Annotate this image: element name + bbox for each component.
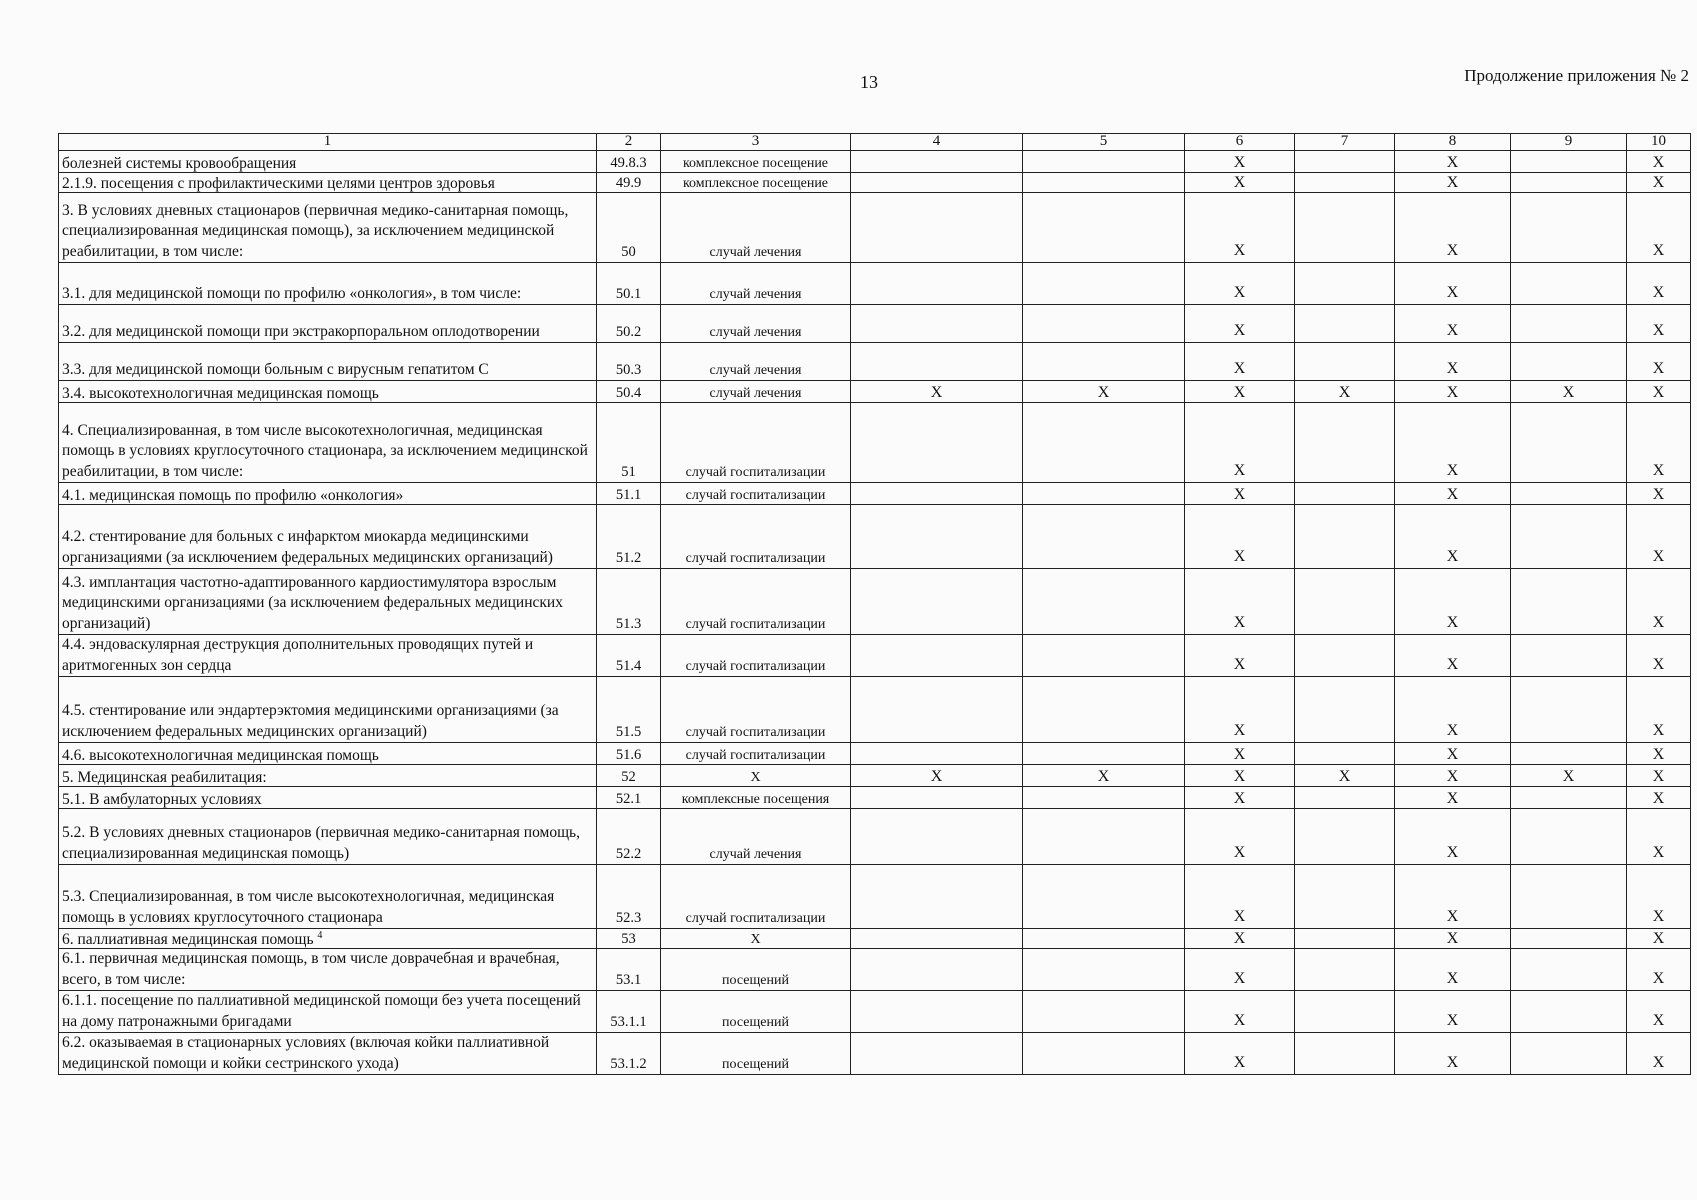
row-name [59, 482, 597, 504]
row-name-text: 5.1. В амбулаторных условиях [62, 790, 262, 808]
cell-col-4 [851, 786, 1023, 808]
row-code: 51.2 [597, 504, 661, 568]
cell-col-7 [1295, 192, 1395, 262]
cell-col-7 [1295, 928, 1395, 948]
row-name-text: 4. Специализированная, в том числе высокотехнологичная, медицинская помощь в условиях круглосуточного стационара, за исключением медицинской реабилитации, в том числе: [62, 422, 588, 480]
cell-col-10: X [1627, 808, 1691, 864]
cell-col-6: X [1185, 380, 1295, 402]
cell-col-8: X [1395, 808, 1511, 864]
cell-col-8: X [1395, 568, 1511, 634]
cell-col-4 [851, 634, 1023, 676]
cell-col-6: X [1185, 786, 1295, 808]
cell-col-9 [1511, 504, 1627, 568]
cell-col-4 [851, 742, 1023, 764]
row-name-text: 3.2. для медицинской помощи при экстракорпоральном оплодотворении [62, 322, 540, 340]
cell-col-6: X [1185, 504, 1295, 568]
table-row [59, 864, 1691, 928]
cell-col-8: X [1395, 192, 1511, 262]
cell-col-5 [1023, 786, 1185, 808]
cell-col-6: X [1185, 864, 1295, 928]
table-row [59, 192, 1691, 262]
cell-col-5 [1023, 504, 1185, 568]
row-code: 52.3 [597, 864, 661, 928]
row-name-text: 4.5. стентирование или эндартерэктомия медицинскими организациями (за исключением федеральных медицинских организаций) [62, 702, 559, 740]
column-number-9: 9 [1511, 134, 1627, 151]
row-unit: случай лечения [661, 380, 851, 402]
row-name [59, 808, 597, 864]
cell-col-5 [1023, 402, 1185, 482]
cell-col-6: X [1185, 482, 1295, 504]
cell-col-5 [1023, 928, 1185, 948]
cell-col-5 [1023, 342, 1185, 380]
cell-col-10: X [1627, 928, 1691, 948]
row-code: 50.1 [597, 262, 661, 304]
row-name-text: 4.3. имплантация частотно-адаптированного кардиостимулятора взрослым медицинскими организациями (за исключением федеральных медицинских организаций) [62, 574, 563, 632]
cell-col-4 [851, 304, 1023, 342]
cell-col-9 [1511, 676, 1627, 742]
cell-col-10: X [1627, 342, 1691, 380]
row-unit: случай лечения [661, 192, 851, 262]
cell-col-8: X [1395, 786, 1511, 808]
cell-col-8: X [1395, 742, 1511, 764]
cell-col-5 [1023, 634, 1185, 676]
cell-col-7 [1295, 948, 1395, 990]
cell-col-9 [1511, 742, 1627, 764]
cell-col-8: X [1395, 172, 1511, 192]
row-code: 50 [597, 192, 661, 262]
row-name [59, 402, 597, 482]
cell-col-6: X [1185, 808, 1295, 864]
row-name [59, 990, 597, 1032]
cell-col-8: X [1395, 482, 1511, 504]
cell-col-10: X [1627, 172, 1691, 192]
cell-col-8: X [1395, 262, 1511, 304]
row-name-text: 3. В условиях дневных стационаров (первичная медико-санитарная помощь, специализированная медицинская помощь), за исключением медицинской реабилитации, в том числе: [62, 202, 569, 260]
row-name-text: 3.1. для медицинской помощи по профилю «онкология», в том числе: [62, 284, 522, 302]
row-name [59, 504, 597, 568]
cell-col-6: X [1185, 1032, 1295, 1074]
cell-col-5 [1023, 808, 1185, 864]
cell-col-4 [851, 676, 1023, 742]
cell-col-9 [1511, 808, 1627, 864]
row-unit: X [661, 764, 851, 786]
cell-col-8: X [1395, 304, 1511, 342]
cell-col-5 [1023, 990, 1185, 1032]
row-code: 50.3 [597, 342, 661, 380]
row-unit: случай лечения [661, 808, 851, 864]
row-unit: комплексное посещение [661, 172, 851, 192]
row-code: 51.3 [597, 568, 661, 634]
row-code: 52.1 [597, 786, 661, 808]
cell-col-9: X [1511, 380, 1627, 402]
cell-col-7 [1295, 150, 1395, 172]
row-name [59, 172, 597, 192]
row-unit: случай лечения [661, 304, 851, 342]
cell-col-10: X [1627, 482, 1691, 504]
cell-col-6: X [1185, 342, 1295, 380]
cell-col-7 [1295, 342, 1395, 380]
cell-col-8: X [1395, 676, 1511, 742]
cell-col-9: X [1511, 764, 1627, 786]
table-row [59, 568, 1691, 634]
cell-col-9 [1511, 568, 1627, 634]
cell-col-7 [1295, 676, 1395, 742]
row-unit: посещений [661, 948, 851, 990]
cell-col-5 [1023, 150, 1185, 172]
cell-col-10: X [1627, 1032, 1691, 1074]
cell-col-5 [1023, 262, 1185, 304]
row-name [59, 192, 597, 262]
table-row [59, 764, 1691, 786]
cell-col-5 [1023, 482, 1185, 504]
cell-col-4 [851, 990, 1023, 1032]
row-unit: посещений [661, 990, 851, 1032]
cell-col-10: X [1627, 786, 1691, 808]
cell-col-10: X [1627, 192, 1691, 262]
cell-col-7 [1295, 1032, 1395, 1074]
table-row [59, 990, 1691, 1032]
cell-col-7 [1295, 172, 1395, 192]
cell-col-10: X [1627, 864, 1691, 928]
column-number-4: 4 [851, 134, 1023, 151]
cell-col-4: X [851, 764, 1023, 786]
table-row [59, 342, 1691, 380]
row-name [59, 948, 597, 990]
cell-col-9 [1511, 482, 1627, 504]
row-name-text: 5. Медицинская реабилитация: [62, 768, 267, 786]
row-code: 51 [597, 402, 661, 482]
cell-col-10: X [1627, 990, 1691, 1032]
row-code: 49.8.3 [597, 150, 661, 172]
row-name [59, 342, 597, 380]
cell-col-7 [1295, 786, 1395, 808]
row-name-text: болезней системы кровообращения [62, 154, 297, 172]
cell-col-4: X [851, 380, 1023, 402]
cell-col-10: X [1627, 568, 1691, 634]
cell-col-8: X [1395, 504, 1511, 568]
row-code: 53.1.1 [597, 990, 661, 1032]
cell-col-6: X [1185, 676, 1295, 742]
cell-col-6: X [1185, 928, 1295, 948]
cell-col-5: X [1023, 764, 1185, 786]
cell-col-9 [1511, 786, 1627, 808]
table-row [59, 304, 1691, 342]
cell-col-7 [1295, 304, 1395, 342]
cell-col-8: X [1395, 764, 1511, 786]
cell-col-9 [1511, 864, 1627, 928]
cell-col-4 [851, 948, 1023, 990]
row-unit: случай госпитализации [661, 568, 851, 634]
table-row [59, 482, 1691, 504]
cell-col-7 [1295, 864, 1395, 928]
cell-col-9 [1511, 150, 1627, 172]
column-number-3: 3 [661, 134, 851, 151]
row-unit: X [661, 928, 851, 948]
cell-col-9 [1511, 172, 1627, 192]
cell-col-6: X [1185, 262, 1295, 304]
cell-col-8: X [1395, 402, 1511, 482]
cell-col-10: X [1627, 742, 1691, 764]
table-row [59, 380, 1691, 402]
row-code: 50.4 [597, 380, 661, 402]
row-unit: случай лечения [661, 262, 851, 304]
cell-col-4 [851, 172, 1023, 192]
row-name [59, 380, 597, 402]
row-unit: случай лечения [661, 342, 851, 380]
table-row [59, 786, 1691, 808]
cell-col-7 [1295, 568, 1395, 634]
column-number-row [59, 134, 1691, 151]
column-number-6: 6 [1185, 134, 1295, 151]
cell-col-9 [1511, 262, 1627, 304]
row-unit: случай госпитализации [661, 504, 851, 568]
table-row [59, 1032, 1691, 1074]
column-number-8: 8 [1395, 134, 1511, 151]
row-unit: посещений [661, 1032, 851, 1074]
footnote-marker: 4 [317, 929, 323, 941]
row-name-text: 4.6. высокотехнологичная медицинская помощь [62, 746, 379, 764]
cell-col-6: X [1185, 150, 1295, 172]
cell-col-10: X [1627, 676, 1691, 742]
data-table [58, 133, 1691, 1075]
cell-col-5 [1023, 172, 1185, 192]
column-number-7: 7 [1295, 134, 1395, 151]
table-row [59, 742, 1691, 764]
cell-col-8: X [1395, 634, 1511, 676]
cell-col-8: X [1395, 150, 1511, 172]
cell-col-6: X [1185, 568, 1295, 634]
row-name [59, 928, 597, 948]
table-row [59, 808, 1691, 864]
row-name-text: 2.1.9. посещения с профилактическими целями центров здоровья [62, 174, 495, 192]
cell-col-8: X [1395, 1032, 1511, 1074]
cell-col-9 [1511, 402, 1627, 482]
row-unit: случай госпитализации [661, 402, 851, 482]
cell-col-10: X [1627, 262, 1691, 304]
row-name-text: 4.2. стентирование для больных с инфарктом миокарда медицинскими организациями (за исключением федеральных медицинских организаций) [62, 528, 553, 566]
cell-col-7: X [1295, 764, 1395, 786]
column-number-2: 2 [597, 134, 661, 151]
cell-col-6: X [1185, 304, 1295, 342]
cell-col-10: X [1627, 402, 1691, 482]
row-name-text: 6.1. первичная медицинская помощь, в том числе доврачебная и врачебная, всего, в том числе: [62, 950, 560, 988]
row-name [59, 676, 597, 742]
table-row [59, 948, 1691, 990]
column-number-5: 5 [1023, 134, 1185, 151]
cell-col-5 [1023, 568, 1185, 634]
row-code: 52 [597, 764, 661, 786]
cell-col-5 [1023, 192, 1185, 262]
row-unit: случай госпитализации [661, 676, 851, 742]
continuation-label: Продолжение приложения № 2 [1464, 66, 1689, 85]
cell-col-4 [851, 150, 1023, 172]
cell-col-9 [1511, 1032, 1627, 1074]
row-code: 50.2 [597, 304, 661, 342]
cell-col-10: X [1627, 380, 1691, 402]
cell-col-5 [1023, 1032, 1185, 1074]
row-name [59, 150, 597, 172]
row-name [59, 634, 597, 676]
page-number: 13 [860, 72, 878, 92]
cell-col-8: X [1395, 990, 1511, 1032]
row-name [59, 262, 597, 304]
row-name-text: 6.2. оказываемая в стационарных условиях (включая койки паллиативной медицинской помощи и койки сестринского ухода) [62, 1034, 550, 1072]
column-number-10: 10 [1627, 134, 1691, 151]
cell-col-10: X [1627, 504, 1691, 568]
row-name-text: 6.1.1. посещение по паллиативной медицинской помощи без учета посещений на дому патронажными бригадами [62, 992, 581, 1030]
row-name [59, 568, 597, 634]
row-unit: случай госпитализации [661, 864, 851, 928]
row-code: 51.5 [597, 676, 661, 742]
cell-col-5 [1023, 742, 1185, 764]
row-name-text: 5.2. В условиях дневных стационаров (первичная медико-санитарная помощь, специализированная медицинская помощь) [62, 824, 580, 862]
cell-col-7 [1295, 402, 1395, 482]
cell-col-4 [851, 482, 1023, 504]
cell-col-4 [851, 262, 1023, 304]
cell-col-8: X [1395, 380, 1511, 402]
cell-col-4 [851, 864, 1023, 928]
row-unit: комплексные посещения [661, 786, 851, 808]
cell-col-10: X [1627, 150, 1691, 172]
cell-col-10: X [1627, 634, 1691, 676]
row-name [59, 786, 597, 808]
row-code: 52.2 [597, 808, 661, 864]
cell-col-7 [1295, 504, 1395, 568]
cell-col-5 [1023, 304, 1185, 342]
cell-col-10: X [1627, 764, 1691, 786]
cell-col-5 [1023, 864, 1185, 928]
row-name-text: 3.3. для медицинской помощи больным с вирусным гепатитом С [62, 360, 489, 378]
cell-col-9 [1511, 342, 1627, 380]
table-row [59, 676, 1691, 742]
row-code: 51.1 [597, 482, 661, 504]
cell-col-4 [851, 402, 1023, 482]
cell-col-10: X [1627, 304, 1691, 342]
row-unit: случай госпитализации [661, 482, 851, 504]
table-row [59, 402, 1691, 482]
table-row [59, 634, 1691, 676]
cell-col-6: X [1185, 948, 1295, 990]
row-name-text: 4.1. медицинская помощь по профилю «онкология» [62, 486, 404, 504]
cell-col-4 [851, 1032, 1023, 1074]
row-name-text: 4.4. эндоваскулярная деструкция дополнительных проводящих путей и аритмогенных зон сердца [62, 636, 534, 674]
cell-col-7 [1295, 634, 1395, 676]
column-number-1: 1 [59, 134, 597, 151]
cell-col-6: X [1185, 402, 1295, 482]
row-code: 53.1.2 [597, 1032, 661, 1074]
table-row [59, 262, 1691, 304]
row-name [59, 1032, 597, 1074]
cell-col-9 [1511, 948, 1627, 990]
row-name [59, 742, 597, 764]
cell-col-4 [851, 568, 1023, 634]
row-name-text: 3.4. высокотехнологичная медицинская помощь [62, 384, 379, 402]
cell-col-6: X [1185, 192, 1295, 262]
cell-col-5: X [1023, 380, 1185, 402]
cell-col-5 [1023, 676, 1185, 742]
row-name [59, 864, 597, 928]
row-code: 53.1 [597, 948, 661, 990]
row-name [59, 304, 597, 342]
cell-col-6: X [1185, 172, 1295, 192]
cell-col-8: X [1395, 928, 1511, 948]
cell-col-4 [851, 192, 1023, 262]
row-unit: комплексное посещение [661, 150, 851, 172]
row-code: 51.4 [597, 634, 661, 676]
row-code: 49.9 [597, 172, 661, 192]
cell-col-7 [1295, 482, 1395, 504]
cell-col-7 [1295, 808, 1395, 864]
row-code: 51.6 [597, 742, 661, 764]
cell-col-4 [851, 808, 1023, 864]
cell-col-8: X [1395, 948, 1511, 990]
table-row [59, 172, 1691, 192]
cell-col-9 [1511, 990, 1627, 1032]
cell-col-6: X [1185, 990, 1295, 1032]
table-row [59, 928, 1691, 948]
row-name-text: 6. паллиативная медицинская помощь [62, 930, 314, 948]
cell-col-7: X [1295, 380, 1395, 402]
cell-col-6: X [1185, 764, 1295, 786]
cell-col-9 [1511, 304, 1627, 342]
table-row [59, 150, 1691, 172]
cell-col-4 [851, 504, 1023, 568]
cell-col-10: X [1627, 948, 1691, 990]
cell-col-9 [1511, 928, 1627, 948]
cell-col-4 [851, 342, 1023, 380]
cell-col-7 [1295, 990, 1395, 1032]
row-unit: случай госпитализации [661, 742, 851, 764]
row-name-text: 5.3. Специализированная, в том числе высокотехнологичная, медицинская помощь в условиях круглосуточного стационара [62, 888, 555, 926]
cell-col-6: X [1185, 634, 1295, 676]
cell-col-7 [1295, 262, 1395, 304]
cell-col-7 [1295, 742, 1395, 764]
cell-col-9 [1511, 192, 1627, 262]
cell-col-8: X [1395, 342, 1511, 380]
row-name [59, 764, 597, 786]
row-code: 53 [597, 928, 661, 948]
cell-col-4 [851, 928, 1023, 948]
row-unit: случай госпитализации [661, 634, 851, 676]
table-row [59, 504, 1691, 568]
cell-col-6: X [1185, 742, 1295, 764]
cell-col-9 [1511, 634, 1627, 676]
cell-col-8: X [1395, 864, 1511, 928]
cell-col-5 [1023, 948, 1185, 990]
